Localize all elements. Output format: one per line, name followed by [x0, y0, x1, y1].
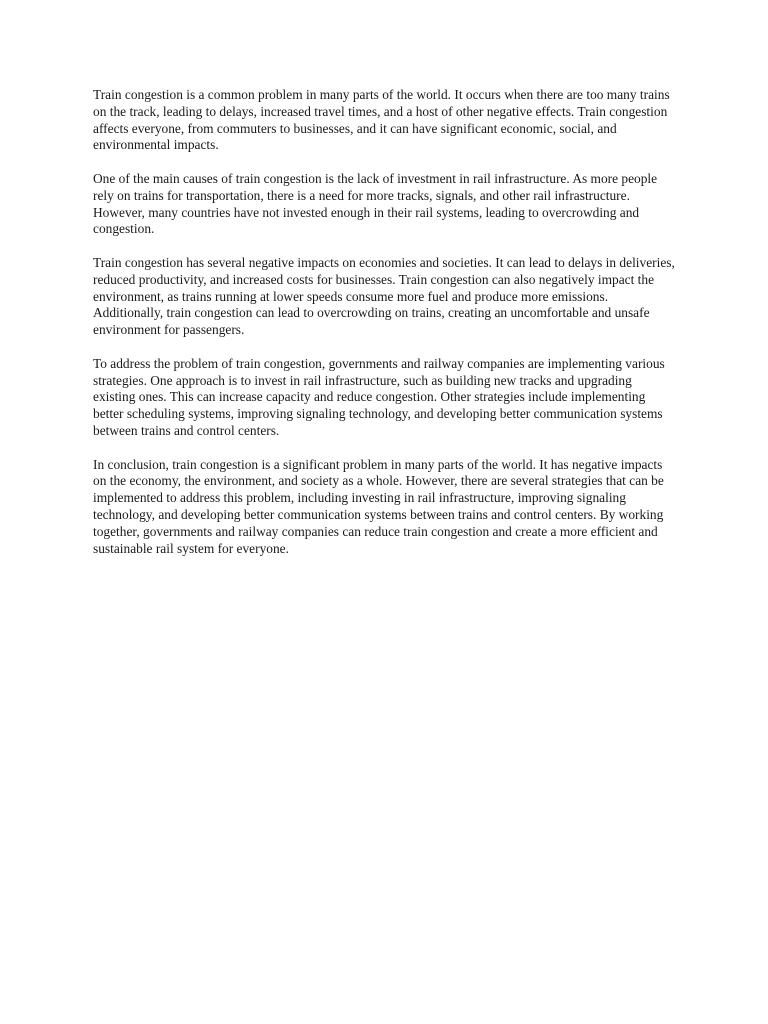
paragraph-introduction: Train congestion is a common problem in many parts of the world. It occurs when there are too many trains on the track, leading to delays, increased travel times, and a host of other negative effects. Train congestion affects everyone, from commuters to businesses, and it can have significant economic, social, and environmental impacts.	[93, 87, 670, 153]
paragraph-conclusion: In conclusion, train congestion is a significant problem in many parts of the world. It has negative impacts on the economy, the environment, and society as a whole. However, there are several strategies that can be implemented to address this problem, including investing in rail infrastructure, improving signaling technology, and developing better communication systems between trains and control centers. By working together, governments and railway companies can reduce train congestion and create a more efficient and sustainable rail system for everyone.	[93, 456, 664, 556]
paragraph-impacts: Train congestion has several negative impacts on economies and societies. It can lead to delays in deliveries, reduced productivity, and increased costs for businesses. Train congestion can also negatively impact the environment, as trains running at lower speeds consume more fuel and produce more emissions. Additionally, train congestion can lead to overcrowding on trains, creating an uncomfortable and unsafe environment for passengers.	[93, 254, 675, 338]
paragraph-strategies: To address the problem of train congestion, governments and railway companies are implementing various strategies. One approach is to invest in rail infrastructure, such as building new tracks and upgrading existing ones. This can increase capacity and reduce congestion. Other strategies include implementing better scheduling systems, improving signaling technology, and developing better communication systems between trains and control centers.	[93, 355, 665, 438]
document-body	[93, 87, 675, 574]
paragraph-causes: One of the main causes of train congestion is the lack of investment in rail infrastructure. As more people rely on trains for transportation, there is a need for more tracks, signals, and other rail infrastructure. However, many countries have not invested enough in their rail systems, leading to overcrowding and congestion.	[93, 170, 658, 237]
